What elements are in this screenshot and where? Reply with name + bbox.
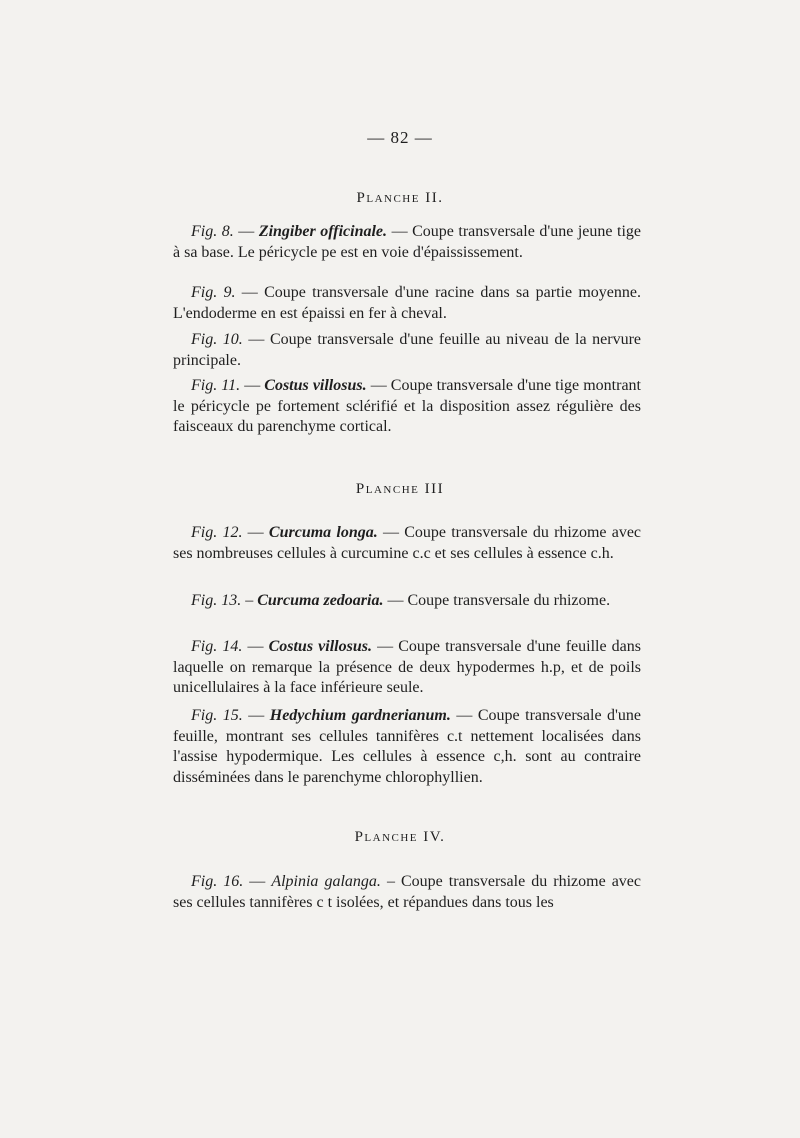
- separator: —: [371, 638, 399, 655]
- separator: —: [377, 524, 405, 541]
- figure-caption: [173, 330, 641, 371]
- separator: —: [242, 707, 270, 724]
- figure-number: Fig. 11.: [191, 377, 241, 394]
- separator: —: [240, 377, 265, 394]
- caption-text: Coupe transversale d'une feuille dans laquelle on remarque la présence de deux hypodermes h.p, et de poils unicellulaires à la face inférieure seule.: [173, 638, 642, 696]
- figure-caption: [173, 283, 641, 324]
- species-name: Curcuma zedoaria.: [257, 592, 384, 609]
- section-heading: Planche IV.: [354, 829, 446, 845]
- caption-text: Coupe transversale du rhizome avec ses cellules tannifères c t isolées, et répandues dans tous les: [173, 873, 641, 911]
- separator: –: [380, 873, 401, 890]
- species-name: Hedychium gardnerianum.: [269, 707, 451, 724]
- figure-caption: [173, 376, 641, 438]
- section-heading: Planche II.: [356, 190, 444, 206]
- species-name: Curcuma longa.: [268, 524, 378, 541]
- caption-text: Coupe transversale d'une jeune tige à sa base. Le péricycle pe est en voie d'épaississement.: [173, 223, 642, 261]
- caption-text: Coupe transversale du rhizome avec ses nombreuses cellules à curcumine c.c et ses cellules à essence c.h.: [173, 524, 642, 562]
- figure-number: Fig. 9.: [191, 284, 236, 301]
- figure-caption: [173, 222, 641, 263]
- separator: —: [235, 284, 265, 301]
- caption-text: Coupe transversale d'une tige montrant le péricycle pe fortement sclérifié et la disposition assez régulière des faisceaux du parenchyme cortical.: [173, 377, 641, 435]
- separator: —: [242, 331, 270, 348]
- page-number: — 82 —: [367, 128, 433, 147]
- figure-number: Fig. 10.: [191, 331, 243, 348]
- caption-text: Coupe transversale d'une feuille, montrant ses cellules tannifères c.t nettement localisées dans l'assise hypodermique. Les cellules à essence c,h. sont au contraire disséminées dans le parenchyme chlorophyllien.: [173, 707, 642, 786]
- figure-number: Fig. 12.: [191, 524, 243, 541]
- separator: —: [450, 707, 478, 724]
- figure-caption: [173, 872, 641, 913]
- figure-number: Fig. 14.: [191, 638, 243, 655]
- figure-caption: [173, 591, 641, 612]
- figure-caption: [173, 706, 641, 788]
- species-name: Costus villosus.: [264, 377, 367, 394]
- separator: —: [387, 223, 413, 240]
- species-name: Alpinia galanga.: [271, 873, 381, 890]
- separator: —: [383, 592, 408, 609]
- figure-number: Fig. 13.: [191, 592, 242, 609]
- figure-caption: [173, 637, 641, 699]
- separator: —: [242, 524, 269, 541]
- section-heading: Planche III: [355, 481, 445, 497]
- caption-text: Coupe transversale d'une feuille au niveau de la nervure principale.: [173, 331, 642, 369]
- separator: —: [233, 223, 259, 240]
- separator: –: [241, 592, 258, 609]
- separator: —: [243, 873, 272, 890]
- species-name: Costus villosus.: [268, 638, 372, 655]
- figure-number: Fig. 15.: [191, 707, 243, 724]
- figure-caption: [173, 523, 641, 564]
- caption-text: Coupe transversale du rhizome.: [407, 592, 611, 609]
- figure-number: Fig. 16.: [191, 873, 244, 890]
- separator: —: [242, 638, 269, 655]
- caption-text: Coupe transversale d'une racine dans sa partie moyenne. L'endoderme en est épaissi en fer à cheval.: [173, 284, 641, 322]
- separator: —: [366, 377, 391, 394]
- species-name: Zingiber officinale.: [258, 223, 388, 240]
- figure-number: Fig. 8.: [191, 223, 234, 240]
